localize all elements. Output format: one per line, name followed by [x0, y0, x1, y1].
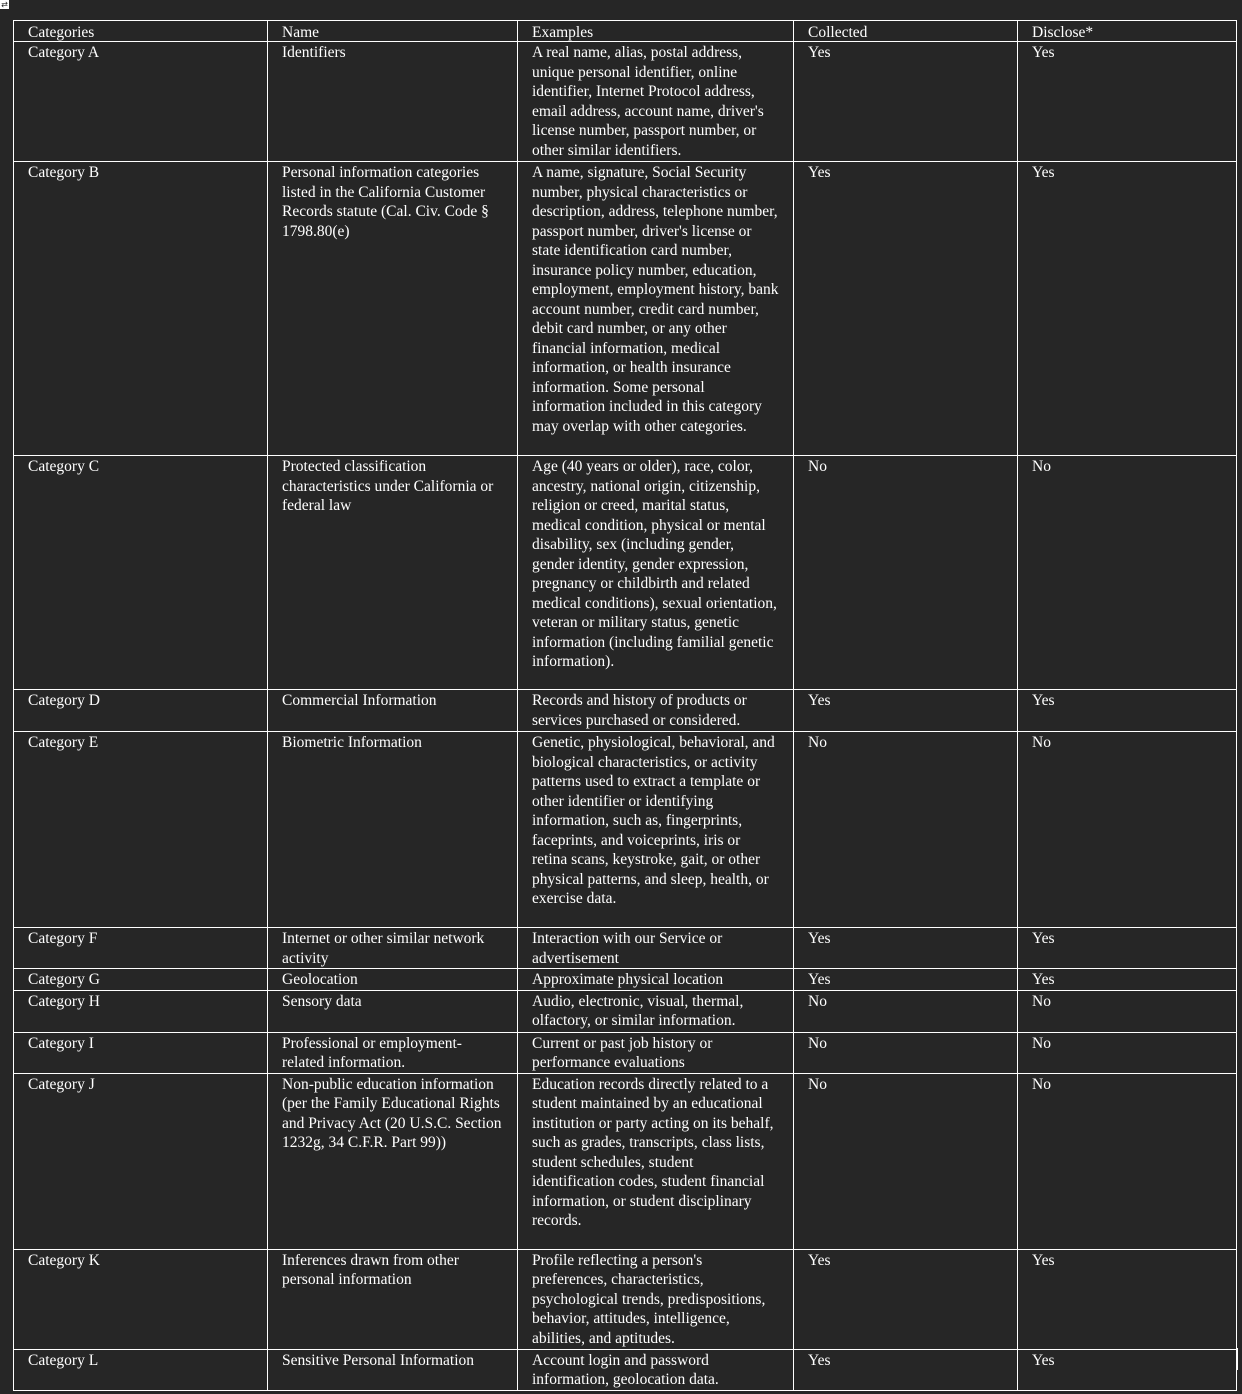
name-cell: Sensitive Personal Information	[268, 1349, 518, 1390]
categories-table	[13, 20, 1237, 1391]
table-row	[14, 732, 1237, 928]
examples-cell: Genetic, physiological, behavioral, and biological characteristics, or activity patterns used to extract a template or other identifier or identifying information, such as, fingerprints, faceprints, and voiceprints, iris or retina scans, keystroke, gait, or other physical patterns, and sleep, health, or exercise data.	[518, 732, 794, 928]
examples-cell: Education records directly related to a student maintained by an educational institution or party acting on its behalf, such as grades, transcripts, class lists, student schedules, student identification codes, student financial information, or student disciplinary records.	[518, 1073, 794, 1249]
expand-arrows-icon[interactable]: ⇄	[1, 0, 8, 9]
table-row	[14, 969, 1237, 991]
collected-cell: Yes	[794, 1349, 1018, 1390]
table-row	[14, 690, 1237, 732]
examples-cell: Profile reflecting a person's preferences, characteristics, psychological trends, predispositions, behavior, attitudes, intelligence, abilities, and aptitudes.	[518, 1249, 794, 1349]
examples-cell: Audio, electronic, visual, thermal, olfactory, or similar information.	[518, 990, 794, 1032]
category-cell: Category E	[14, 732, 268, 928]
header-row	[14, 21, 1237, 42]
collected-cell: Yes	[794, 162, 1018, 456]
header-name: Name	[268, 21, 518, 42]
header-disclose: Disclose*	[1018, 21, 1237, 42]
collected-cell: Yes	[794, 690, 1018, 732]
examples-cell: Interaction with our Service or advertisement	[518, 928, 794, 969]
disclose-cell: Yes	[1018, 162, 1237, 456]
name-cell: Geolocation	[268, 969, 518, 991]
header-collected: Collected	[794, 21, 1018, 42]
name-cell: Protected classification characteristics under California or federal law	[268, 456, 518, 690]
table-row	[14, 1249, 1237, 1349]
table-row	[14, 42, 1237, 162]
category-cell: Category H	[14, 990, 268, 1032]
disclose-cell: No	[1018, 990, 1237, 1032]
category-cell: Category I	[14, 1032, 268, 1073]
collected-cell: Yes	[794, 969, 1018, 991]
table-row	[14, 928, 1237, 969]
collected-cell: No	[794, 1032, 1018, 1073]
category-cell: Category K	[14, 1249, 268, 1349]
name-cell: Inferences drawn from other personal information	[268, 1249, 518, 1349]
disclose-cell: Yes	[1018, 1349, 1237, 1390]
name-cell: Sensory data	[268, 990, 518, 1032]
disclose-cell: Yes	[1018, 1249, 1237, 1349]
disclose-cell: Yes	[1018, 690, 1237, 732]
table-row	[14, 990, 1237, 1032]
disclose-cell: No	[1018, 456, 1237, 690]
collected-cell: Yes	[794, 928, 1018, 969]
category-cell: Category A	[14, 42, 268, 162]
category-cell: Category B	[14, 162, 268, 456]
table-row	[14, 1032, 1237, 1073]
name-cell: Identifiers	[268, 42, 518, 162]
collected-cell: No	[794, 456, 1018, 690]
header-examples: Examples	[518, 21, 794, 42]
name-cell: Personal information categories listed in the California Customer Records statute (Cal. Civ. Code § 1798.80(e)	[268, 162, 518, 456]
collected-cell: Yes	[794, 42, 1018, 162]
category-cell: Category J	[14, 1073, 268, 1249]
category-cell: Category L	[14, 1349, 268, 1390]
examples-cell: A real name, alias, postal address, unique personal identifier, online identifier, Internet Protocol address, email address, account name, driver's license number, passport number, or other similar identifiers.	[518, 42, 794, 162]
disclose-cell: Yes	[1018, 969, 1237, 991]
collected-cell: No	[794, 732, 1018, 928]
examples-cell: Current or past job history or performance evaluations	[518, 1032, 794, 1073]
disclose-cell: Yes	[1018, 42, 1237, 162]
name-cell: Professional or employment-related information.	[268, 1032, 518, 1073]
name-cell: Internet or other similar network activity	[268, 928, 518, 969]
name-cell: Commercial Information	[268, 690, 518, 732]
table-row	[14, 162, 1237, 456]
disclose-cell: No	[1018, 1073, 1237, 1249]
examples-cell: Account login and password information, geolocation data.	[518, 1349, 794, 1390]
disclose-cell: Yes	[1018, 928, 1237, 969]
category-cell: Category F	[14, 928, 268, 969]
table-row	[14, 1073, 1237, 1249]
examples-cell: Approximate physical location	[518, 969, 794, 991]
collected-cell: Yes	[794, 1249, 1018, 1349]
disclose-cell: No	[1018, 732, 1237, 928]
disclose-cell: No	[1018, 1032, 1237, 1073]
table-row	[14, 456, 1237, 690]
name-cell: Biometric Information	[268, 732, 518, 928]
text-cursor-bar	[1236, 1348, 1238, 1370]
collected-cell: No	[794, 1073, 1018, 1249]
category-cell: Category G	[14, 969, 268, 991]
table-row	[14, 1349, 1237, 1390]
name-cell: Non-public education information (per the Family Educational Rights and Privacy Act (20 U.S.C. Section 1232g, 34 C.F.R. Part 99))	[268, 1073, 518, 1249]
examples-cell: Records and history of products or services purchased or considered.	[518, 690, 794, 732]
collected-cell: No	[794, 990, 1018, 1032]
category-cell: Category D	[14, 690, 268, 732]
category-cell: Category C	[14, 456, 268, 690]
examples-cell: Age (40 years or older), race, color, ancestry, national origin, citizenship, religion or creed, marital status, medical condition, physical or mental disability, sex (including gender, gender identity, gender expression, pregnancy or childbirth and related medical conditions), sexual orientation, veteran or military status, genetic information (including familial genetic information).	[518, 456, 794, 690]
examples-cell: A name, signature, Social Security number, physical characteristics or description, address, telephone number, passport number, driver's license or state identification card number, insurance policy number, education, employment, employment history, bank account number, credit card number, debit card number, or any other financial information, medical information, or health insurance information. Some personal information included in this category may overlap with other categories.	[518, 162, 794, 456]
header-categories: Categories	[14, 21, 268, 42]
